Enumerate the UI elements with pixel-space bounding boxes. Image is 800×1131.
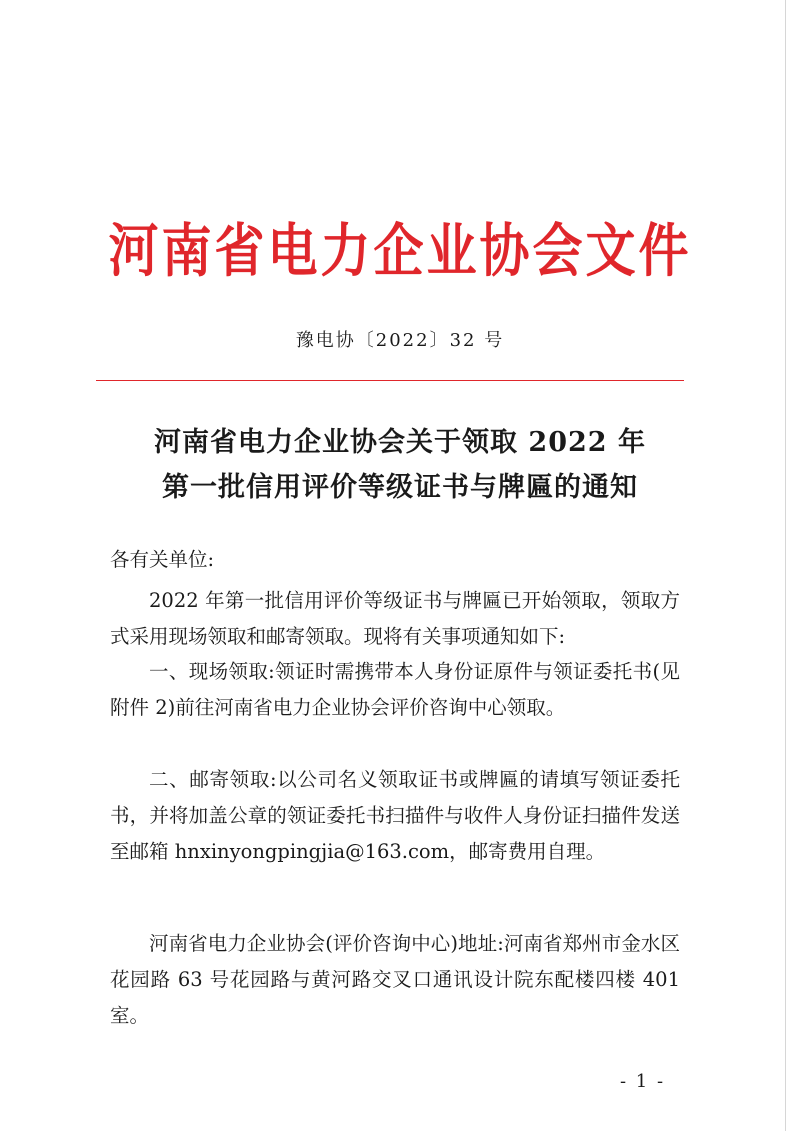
body-paragraph-mail xyxy=(110,762,680,870)
salutation: 各有关单位: xyxy=(110,548,215,571)
org-document-header: 河南省电力企业协会文件 xyxy=(108,216,692,285)
paragraph-text: 二、邮寄领取:以公司名义领取证书或牌匾的请填写领证委托书，并将加盖公章的领证委托书扫描件与收件人身份证扫描件发送至邮箱 hnxinyongpingjia@163.com，邮寄费用自理。 xyxy=(110,768,680,863)
scan-edge-line xyxy=(785,0,786,1131)
notice-title-line-1: 河南省电力企业协会关于领取 2022 年 xyxy=(154,427,646,458)
notice-title-line-2: 第一批信用评价等级证书与牌匾的通知 xyxy=(162,472,638,503)
body-paragraph-address xyxy=(110,926,680,1034)
body-paragraph-onsite xyxy=(110,654,680,726)
page-number: - 1 - xyxy=(620,1071,666,1092)
document-number: 豫电协〔2022〕32 号 xyxy=(295,330,505,351)
paragraph-text: 河南省电力企业协会(评价咨询中心)地址:河南省郑州市金水区花园路 63 号花园路与黄河路交叉口通讯设计院东配楼四楼 401 室。 xyxy=(110,932,680,1027)
paragraph-text: 2022 年第一批信用评价等级证书与牌匾已开始领取，领取方式采用现场领取和邮寄领取。现将有关事项通知如下: xyxy=(110,589,680,648)
body-paragraph-intro xyxy=(110,583,680,655)
paragraph-text: 一、现场领取:领证时需携带本人身份证原件与领证委托书(见附件 2)前往河南省电力企业协会评价咨询中心领取。 xyxy=(110,660,680,719)
red-divider-line xyxy=(96,380,684,381)
